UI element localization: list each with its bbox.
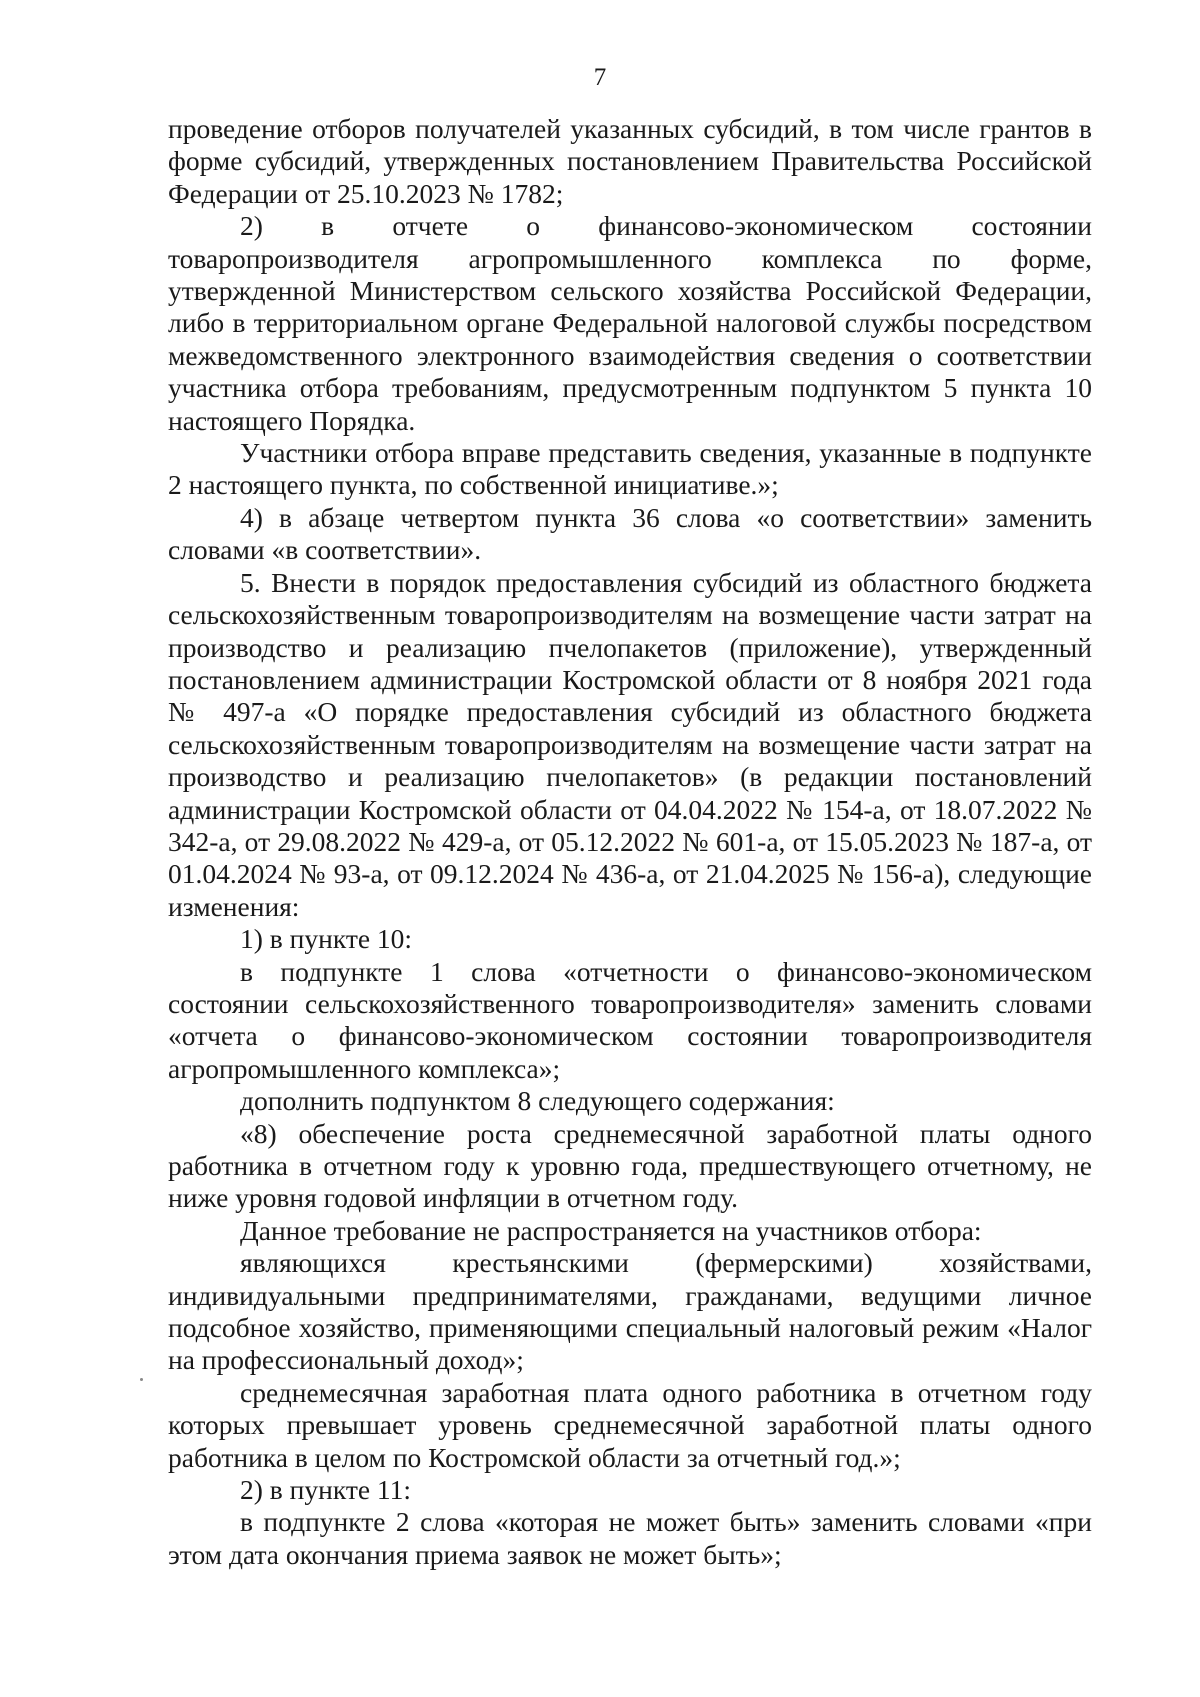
- paragraph-exception-salary: среднемесячная заработная плата одного работника в отчетном году которых превышает уровень среднемесячной заработной платы одного работника в целом по Костромской области за отчетный год.»;: [168, 1376, 1092, 1473]
- paragraph-point-10: 1) в пункте 10:: [240, 923, 413, 955]
- paragraph-item-5-amendments: 5. Внести в порядок предоставления субсидий из областного бюджета сельскохозяйственным товаропроизводителям на возмещение части затрат на производство и реализацию пчелопакетов (приложение), утвержденный постановлением администрации Костромской области от 8 ноября 2021 года № 497-а «О порядке предоставления субсидий из областного бюджета сельскохозяйственным товаропроизводителям на возмещение части затрат на производство и реализацию пчелопакетов» (в редакции постановлений администрации Костромской области от 04.04.2022 № 154-а, от 18.07.2022 № 342-а, от 29.08.2022 № 429-а, от 05.12.2022 № 601-а, от 15.05.2023 № 187-а, от 01.04.2024 № 93-а, от 09.12.2024 № 436-а, от 21.04.2025 № 156-а), следующие изменения:: [168, 566, 1092, 922]
- paragraph-requirement-exception: Данное требование не распространяется на участников отбора:: [240, 1214, 982, 1246]
- paragraph-subpoint-1-words: в подпункте 1 слова «отчетности о финансово-экономическом состоянии сельскохозяйственного товаропроизводителя» заменить словами «отчета о финансово-экономическом состоянии товаропроизводителя агропромышленного комплекса»;: [168, 955, 1092, 1084]
- paragraph-subpoint-8-text: «8) обеспечение роста среднемесячной заработной платы одного работника в отчетном году к уровню года, предшествующего отчетному, не ниже уровня годовой инфляции в отчетном году.: [168, 1117, 1092, 1214]
- paragraph-add-subpoint-8: дополнить подпунктом 8 следующего содержания:: [240, 1085, 835, 1117]
- page-number: 7: [593, 64, 607, 91]
- paragraph-subpoint-2-words: в подпункте 2 слова «которая не может быть» заменить словами «при этом дата окончания приема заявок не может быть»;: [168, 1506, 1092, 1570]
- paragraph-participants-right: Участники отбора вправе представить сведения, указанные в подпункте 2 настоящего пункта, по собственной инициативе.»;: [168, 437, 1092, 501]
- paragraph-subitem-2-report: 2) в отчете о финансово-экономическом состоянии товаропроизводителя агропромышленного комплекса по форме, утвержденной Министерством сельского хозяйства Российской Федерации, либо в территориальном органе Федеральной налоговой службы посредством межведомственного электронного взаимодействия сведения о соответствии участника отбора требованиям, предусмотренным подпунктом 5 пункта 10 настоящего Порядка.: [168, 210, 1092, 436]
- scan-speck: [140, 1378, 143, 1381]
- paragraph-item-4: 4) в абзаце четвертом пункта 36 слова «о соответствии» заменить словами «в соответствии».: [168, 501, 1092, 566]
- document-body: [168, 113, 1092, 1571]
- paragraph-exception-farmers: являющихся крестьянскими (фермерскими) хозяйствами, индивидуальными предпринимателями, гражданами, ведущими личное подсобное хозяйство, применяющими специальный налоговый режим «Налог на профессиональный доход»;: [168, 1247, 1092, 1376]
- paragraph-point-11: 2) в пункте 11:: [240, 1474, 412, 1506]
- paragraph-continuation: проведение отборов получателей указанных субсидий, в том числе грантов в форме субсидий, утвержденных постановлением Правительства Российской Федерации от 25.10.2023 № 1782;: [168, 113, 1092, 209]
